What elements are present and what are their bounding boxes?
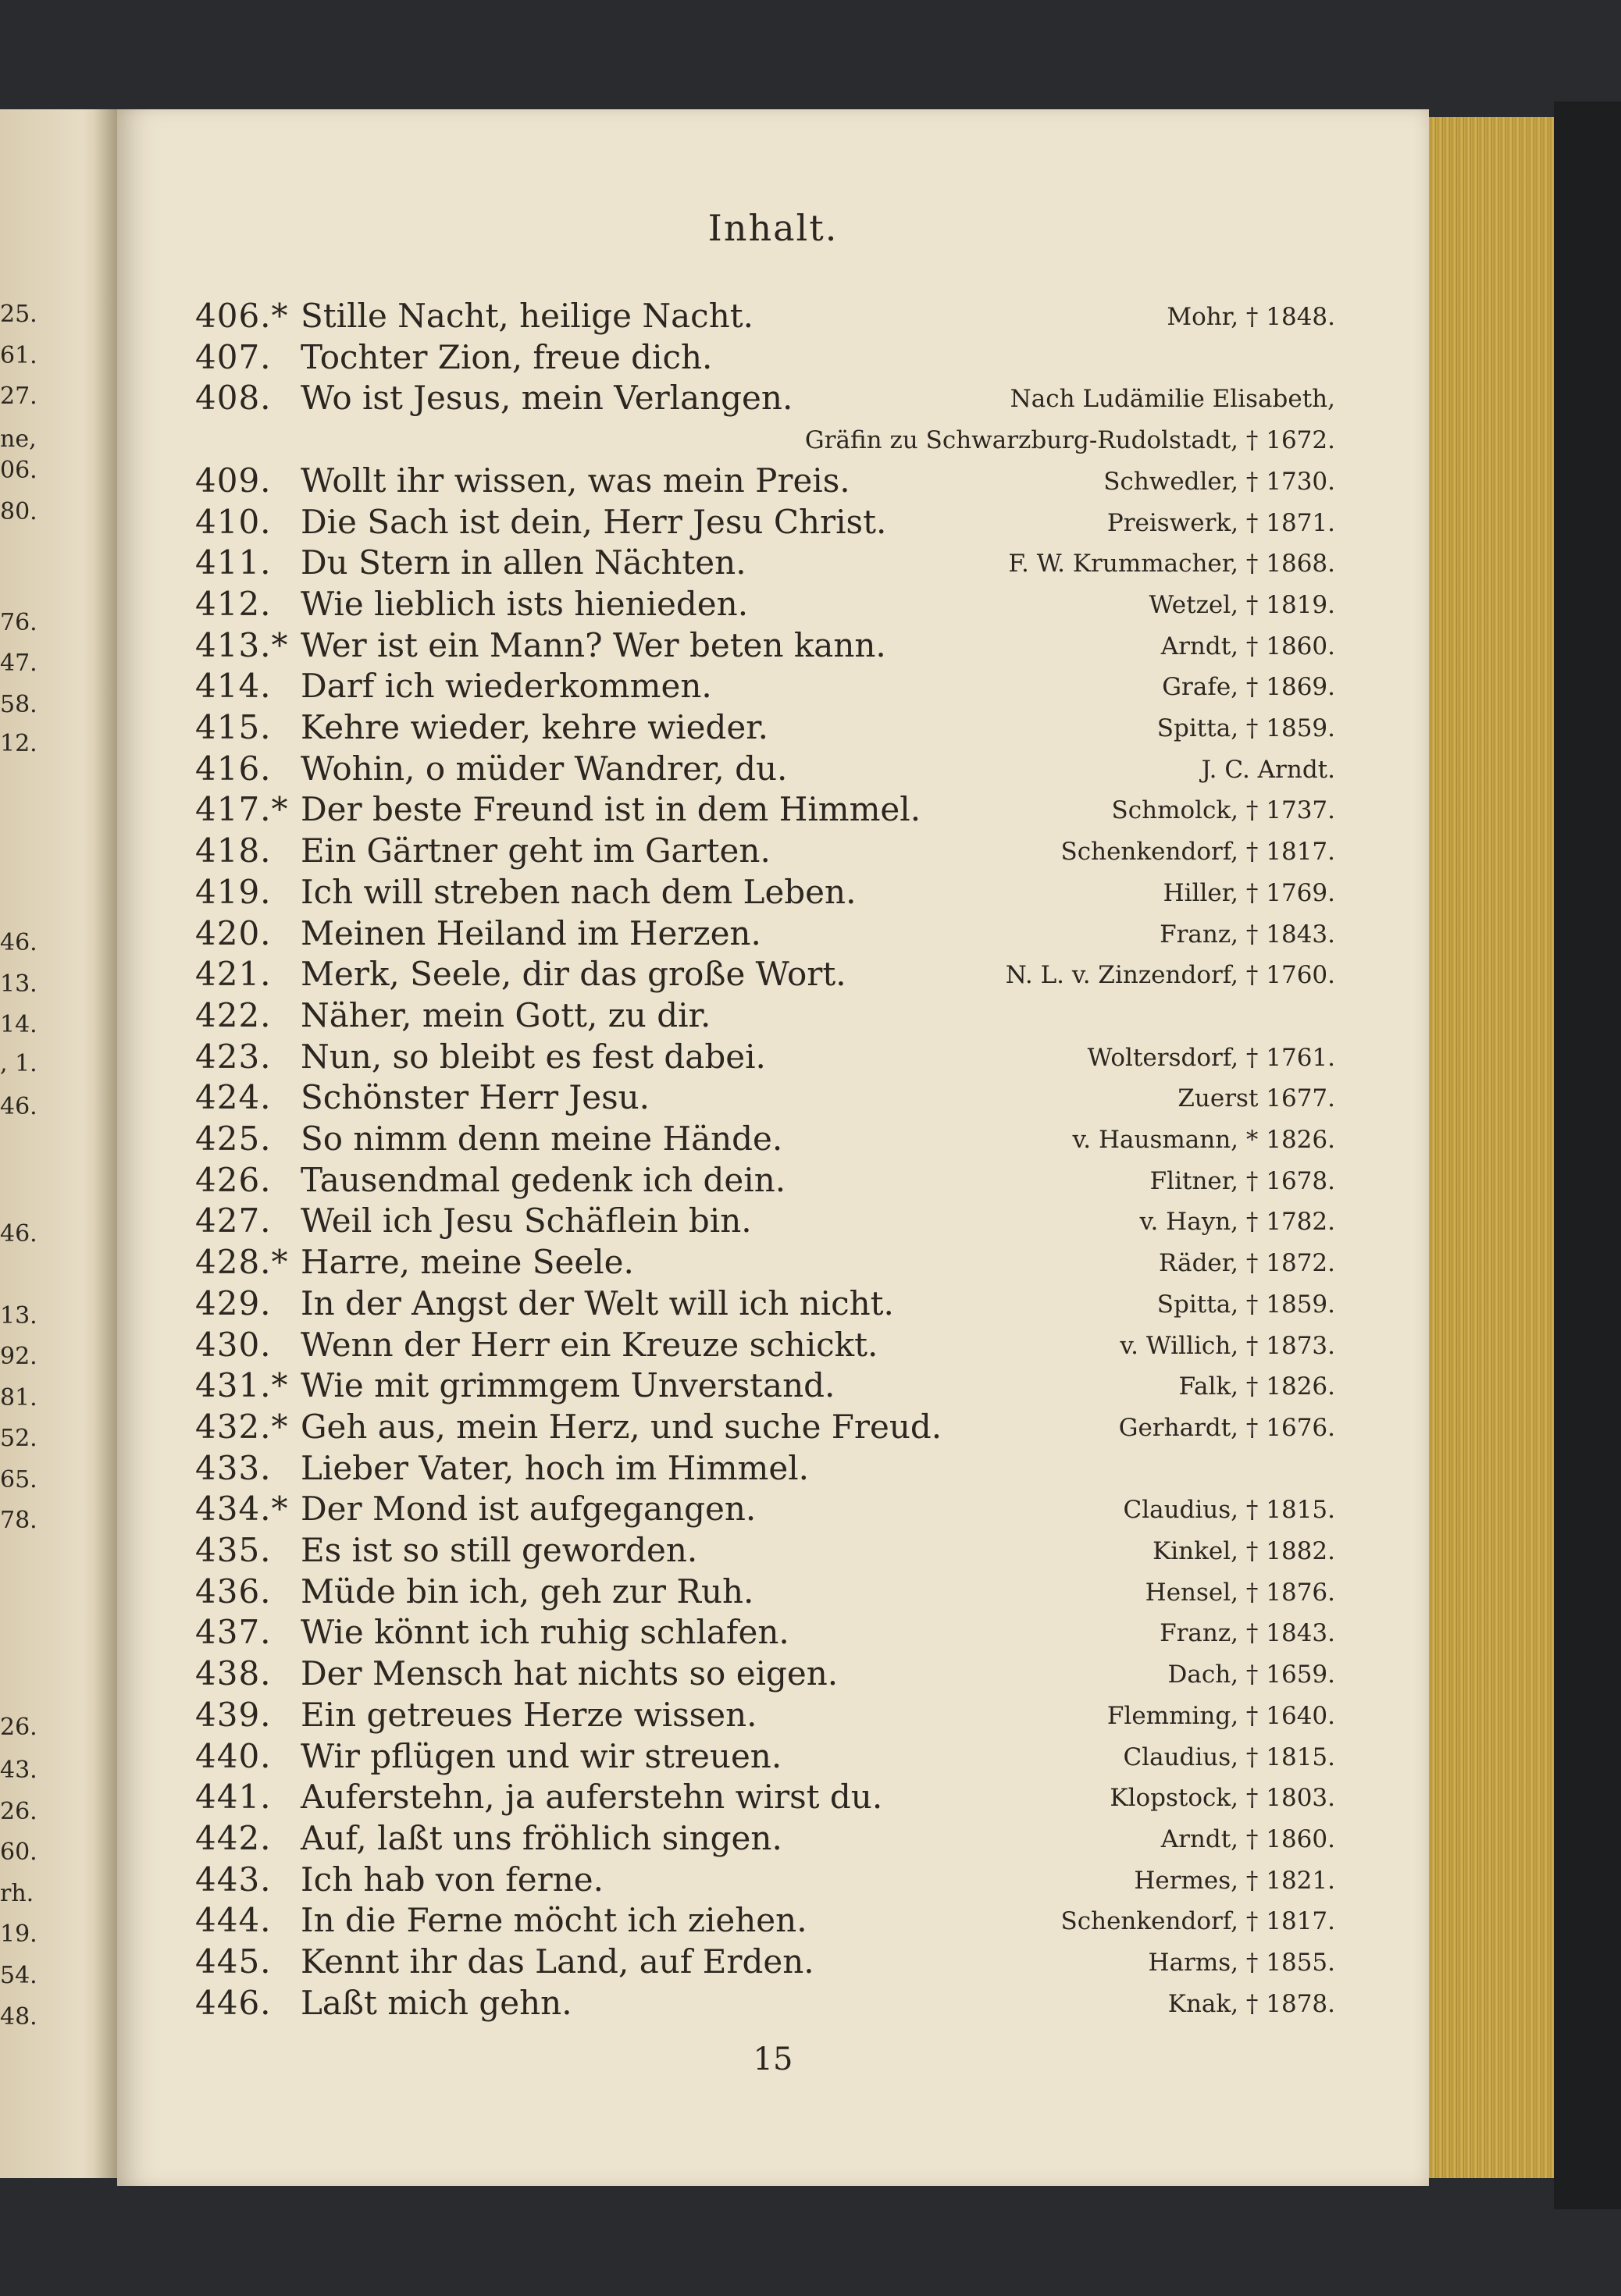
hymn-author: Falk, † 1826. (1178, 1372, 1335, 1401)
hymn-title: Wer ist ein Mann? Wer beten kann. (301, 625, 886, 664)
hymn-number: 434.* (195, 1490, 289, 1529)
hymn-title: Der Mond ist aufgegangen. (301, 1490, 757, 1529)
left-page-number: 43. (0, 1757, 37, 1784)
hymn-author: Gräfin zu Schwarzburg-Rudolstadt, † 1672. (804, 426, 1335, 455)
hymn-number: 414. (195, 667, 272, 706)
hymn-author: Franz, † 1843. (1160, 1619, 1335, 1648)
hymn-title: Weil ich Jesu Schäflein bin. (301, 1201, 752, 1241)
hymn-number: 407. (195, 337, 272, 376)
left-page-number: 76. (0, 609, 37, 636)
hymn-author: Claudius, † 1815. (1123, 1742, 1335, 1771)
hymn-number: 421. (195, 955, 272, 994)
hymn-author: Hiller, † 1769. (1163, 878, 1335, 907)
hymn-author: Schwedler, † 1730. (1103, 467, 1335, 496)
hymn-author: Wetzel, † 1819. (1149, 590, 1335, 619)
hymn-author: Schenkendorf, † 1817. (1060, 1907, 1335, 1936)
hymn-number: 433. (195, 1448, 272, 1487)
hymn-title: Wie lieblich ists hienieden. (301, 584, 749, 623)
hymn-number: 413.* (195, 625, 289, 664)
left-page-number: ne, (0, 425, 37, 453)
hymn-title: Schönster Herr Jesu. (301, 1078, 650, 1117)
contents-entry (117, 996, 1429, 1037)
hymn-author: Klopstock, † 1803. (1110, 1784, 1335, 1813)
hymn-number: 416. (195, 749, 272, 788)
hymn-number: 426. (195, 1160, 272, 1199)
hymn-title: Nun, so bleibt es fest dabei. (301, 1037, 766, 1076)
hymn-author: Preiswerk, † 1871. (1106, 508, 1335, 537)
hymn-number: 424. (195, 1078, 272, 1117)
hymn-author: Hensel, † 1876. (1145, 1578, 1335, 1607)
contents-entry (117, 1161, 1429, 1201)
hymn-title: Harre, meine Seele. (301, 1243, 634, 1282)
hymn-author: v. Willich, † 1873. (1120, 1331, 1335, 1360)
contents-entry (117, 667, 1429, 707)
hymn-author: F. W. Krummacher, † 1868. (1008, 550, 1335, 578)
hymn-author: Mohr, † 1848. (1167, 303, 1335, 331)
left-page-number: 78. (0, 1507, 37, 1534)
hymn-number: 420. (195, 913, 272, 952)
contents-entry (117, 955, 1429, 995)
hymn-title: Lieber Vater, hoch im Himmel. (301, 1448, 809, 1487)
hymn-title: Wir pflügen und wir streuen. (301, 1736, 782, 1775)
contents-entry (117, 790, 1429, 831)
hymn-title: In die Ferne möcht ich ziehen. (301, 1901, 807, 1940)
hymn-number: 425. (195, 1120, 272, 1158)
contents-entry (117, 1531, 1429, 1572)
hymn-author: Hermes, † 1821. (1134, 1866, 1335, 1895)
left-page-number: 81. (0, 1384, 37, 1411)
left-page-number: 13. (0, 1302, 37, 1330)
hymn-author: Franz, † 1843. (1160, 920, 1335, 949)
gilt-fore-edge (1429, 117, 1554, 2178)
hymn-title: Wenn der Herr ein Kreuze schickt. (301, 1325, 878, 1364)
hymn-title: Wie könnt ich ruhig schlafen. (301, 1613, 789, 1652)
hymn-author: Arndt, † 1860. (1160, 632, 1335, 660)
contents-entry (117, 338, 1429, 379)
hymn-title: So nimm denn meine Hände. (301, 1120, 783, 1158)
left-page-number: rh. (0, 1880, 34, 1907)
hymn-title: Tochter Zion, freue dich. (301, 337, 713, 376)
contents-entry (117, 1572, 1429, 1613)
hymn-number: 441. (195, 1778, 272, 1817)
left-page-number: 13. (0, 970, 37, 998)
hymn-number: 406.* (195, 297, 289, 335)
hymn-author: Schenkendorf, † 1817. (1060, 838, 1335, 867)
hymn-author: Claudius, † 1815. (1123, 1496, 1335, 1525)
hymn-number: 415. (195, 708, 272, 746)
contents-entry (117, 420, 1429, 461)
hymn-title: Geh aus, mein Herz, und suche Freud. (301, 1407, 942, 1446)
contents-entry (117, 1654, 1429, 1695)
hymn-title: Merk, Seele, dir das große Wort. (301, 955, 846, 994)
contents-entry (117, 1901, 1429, 1942)
book-cover (1554, 101, 1621, 2209)
hymn-number: 430. (195, 1325, 272, 1364)
contents-entry (117, 626, 1429, 667)
hymn-title: Näher, mein Gott, zu dir. (301, 995, 711, 1034)
left-page-number: 46. (0, 1093, 37, 1120)
hymn-number: 412. (195, 584, 272, 623)
hymn-author: v. Hayn, † 1782. (1139, 1208, 1335, 1237)
page-number: 15 (753, 2041, 793, 2077)
contents-entry (117, 1613, 1429, 1653)
left-page-number: 48. (0, 2003, 37, 2031)
hymn-number: 409. (195, 461, 272, 500)
left-page-number: 14. (0, 1011, 37, 1038)
hymn-number: 443. (195, 1860, 272, 1899)
hymn-author: Zuerst 1677. (1177, 1084, 1335, 1113)
hymn-author: v. Hausmann, * 1826. (1072, 1126, 1335, 1154)
hymn-author: Flitner, † 1678. (1149, 1166, 1335, 1195)
contents-entry (117, 1366, 1429, 1407)
contents-entry (117, 1778, 1429, 1818)
left-page-number: 25. (0, 301, 37, 328)
contents-entry (117, 831, 1429, 872)
contents-entry (117, 1860, 1429, 1901)
contents-entry (117, 1449, 1429, 1490)
left-page-number: 60. (0, 1839, 37, 1866)
contents-entry (117, 749, 1429, 790)
hymn-number: 437. (195, 1613, 272, 1652)
hymn-number: 408. (195, 379, 272, 418)
hymn-number: 411. (195, 543, 272, 582)
contents-entry (117, 1326, 1429, 1366)
hymn-title: Wohin, o müder Wandrer, du. (301, 749, 788, 788)
hymn-number: 422. (195, 995, 272, 1034)
contents-entry (117, 1243, 1429, 1283)
hymn-number: 432.* (195, 1407, 289, 1446)
hymn-title: Ich will streben nach dem Leben. (301, 872, 857, 911)
left-page-number: 47. (0, 650, 37, 677)
contents-entry (117, 1284, 1429, 1325)
hymn-title: Müde bin ich, geh zur Ruh. (301, 1572, 754, 1611)
left-page-number: 06. (0, 457, 37, 484)
hymn-author: Kinkel, † 1882. (1153, 1537, 1335, 1565)
hymn-number: 423. (195, 1037, 272, 1076)
left-page-number: 46. (0, 1220, 37, 1248)
hymn-title: Du Stern in allen Nächten. (301, 543, 746, 582)
contents-entry (117, 1201, 1429, 1242)
hymn-title: Laßt mich gehn. (301, 1983, 572, 2022)
hymn-author: Knak, † 1878. (1167, 1989, 1335, 2018)
hymn-author: Grafe, † 1869. (1162, 673, 1335, 702)
hymn-title: Es ist so still geworden. (301, 1531, 698, 1569)
contents-entry (117, 1078, 1429, 1119)
left-page-number: 92. (0, 1343, 37, 1370)
left-page-number: 61. (0, 342, 37, 369)
hymn-title: Stille Nacht, heilige Nacht. (301, 297, 753, 335)
hymn-title: Auferstehn, ja auferstehn wirst du. (301, 1778, 883, 1817)
hymn-number: 442. (195, 1818, 272, 1857)
contents-entry (117, 914, 1429, 955)
contents-entry (117, 1737, 1429, 1778)
hymn-number: 428.* (195, 1243, 289, 1282)
hymn-number: 419. (195, 872, 272, 911)
hymn-number: 436. (195, 1572, 272, 1611)
contents-entry (117, 503, 1429, 543)
hymn-number: 431.* (195, 1366, 289, 1405)
contents-entry (117, 543, 1429, 584)
hymn-number: 418. (195, 831, 272, 870)
hymn-title: Wo ist Jesus, mein Verlangen. (301, 379, 793, 418)
hymn-title: Die Sach ist dein, Herr Jesu Christ. (301, 502, 887, 541)
left-page-number: 26. (0, 1798, 37, 1825)
hymn-author: N. L. v. Zinzendorf, † 1760. (1005, 961, 1335, 990)
hymn-title: Ein Gärtner geht im Garten. (301, 831, 771, 870)
hymn-title: Auf, laßt uns fröhlich singen. (301, 1818, 782, 1857)
left-page-number: 52. (0, 1425, 37, 1452)
left-page-number: 12. (0, 730, 37, 757)
hymn-author: Spitta, † 1859. (1156, 714, 1335, 742)
contents-entry (117, 1490, 1429, 1530)
contents-entry (117, 1120, 1429, 1160)
hymn-number: 444. (195, 1901, 272, 1940)
hymn-title: Wie mit grimmgem Unverstand. (301, 1366, 835, 1405)
hymn-author: Arndt, † 1860. (1160, 1824, 1335, 1853)
hymn-number: 410. (195, 502, 272, 541)
left-page-number: 58. (0, 691, 37, 718)
hymn-number: 440. (195, 1736, 272, 1775)
hymn-title: Darf ich wiederkommen. (301, 667, 712, 706)
hymn-number: 427. (195, 1201, 272, 1241)
page-title: Inhalt. (707, 207, 839, 249)
contents-entry (117, 873, 1429, 913)
contents-entry (117, 379, 1429, 419)
hymn-title: Tausendmal gedenk ich dein. (301, 1160, 786, 1199)
hymn-title: Meinen Heiland im Herzen. (301, 913, 761, 952)
hymn-title: In der Angst der Welt will ich nicht. (301, 1283, 894, 1322)
hymn-title: Ich hab von ferne. (301, 1860, 604, 1899)
hymn-number: 446. (195, 1983, 272, 2022)
hymn-title: Ein getreues Herze wissen. (301, 1695, 757, 1734)
contents-entry (117, 1942, 1429, 1983)
hymn-number: 417.* (195, 790, 289, 829)
left-page-number: 19. (0, 1920, 37, 1948)
hymn-author: Woltersdorf, † 1761. (1087, 1043, 1335, 1072)
contents-entry (117, 1038, 1429, 1078)
hymn-author: Räder, † 1872. (1159, 1249, 1335, 1278)
hymn-author: Harms, † 1855. (1148, 1949, 1335, 1977)
left-page-number: 65. (0, 1466, 37, 1493)
hymn-title: Kennt ihr das Land, auf Erden. (301, 1942, 814, 1981)
hymn-number: 445. (195, 1942, 272, 1981)
contents-entry (117, 585, 1429, 625)
hymn-author: Nach Ludämilie Elisabeth, (1010, 385, 1335, 414)
hymn-title: Kehre wieder, kehre wieder. (301, 708, 769, 746)
contents-entry (117, 1696, 1429, 1736)
hymn-title: Wollt ihr wissen, was mein Preis. (301, 461, 850, 500)
hymn-author: Gerhardt, † 1676. (1118, 1413, 1335, 1442)
hymn-author: J. C. Arndt. (1201, 755, 1335, 784)
left-page-number: 54. (0, 1962, 37, 1989)
hymn-number: 429. (195, 1283, 272, 1322)
left-page-number: , 1. (0, 1050, 37, 1077)
left-page-number: 26. (0, 1714, 37, 1741)
hymn-author: Schmolck, † 1737. (1111, 796, 1335, 825)
left-page-number: 46. (0, 929, 37, 956)
left-page-number: 27. (0, 383, 37, 410)
contents-entry (117, 461, 1429, 502)
hymn-number: 439. (195, 1695, 272, 1734)
hymn-author: Dach, † 1659. (1167, 1661, 1335, 1689)
hymn-number: 435. (195, 1531, 272, 1569)
left-page-number: 80. (0, 498, 37, 525)
hymn-author: Spitta, † 1859. (1156, 1290, 1335, 1319)
contents-entry (117, 708, 1429, 749)
page (117, 109, 1429, 2186)
contents-entry (117, 1408, 1429, 1448)
contents-entry (117, 1819, 1429, 1860)
hymn-title: Der Mensch hat nichts so eigen. (301, 1654, 839, 1693)
hymn-author: Flemming, † 1640. (1106, 1701, 1335, 1730)
contents-entry (117, 1984, 1429, 2024)
hymn-number: 438. (195, 1654, 272, 1693)
hymn-title: Der beste Freund ist in dem Himmel. (301, 790, 921, 829)
contents-entry (117, 297, 1429, 337)
